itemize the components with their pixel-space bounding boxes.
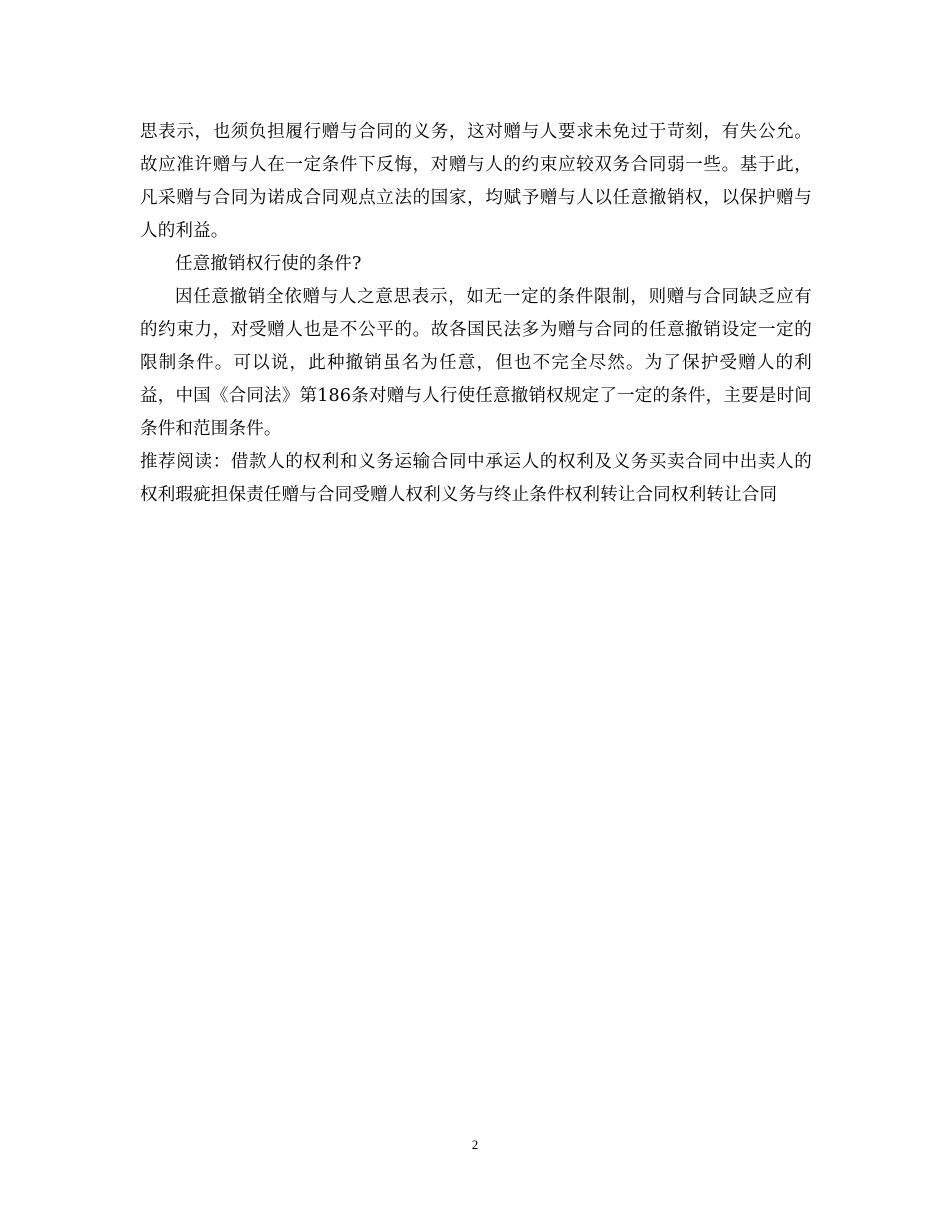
body-paragraph: 因任意撤销全依赠与人之意思表示，如无一定的条件限制，则赠与合同缺乏应有的约束力，对受赠人也是不公平的。故各国民法多为赠与合同的任意撤销设定一定的限制条件。可以说，此种撤销虽名为任意，但也不完全尽然。为了保护受赠人的利益，中国《合同法》第186条对赠与人行使任意撤销权规定了一定的条件，主要是时间条件和范围条件。 [140, 287, 812, 439]
continuation-paragraph: 思表示，也须负担履行赠与合同的义务，这对赠与人要求未免过于苛刻，有失公允。故应准许赠与人在一定条件下反悔，对赠与人的约束应较双务合同弱一些。基于此，凡采赠与合同为诺成合同观点立法的国家，均赋予赠与人以任意撤销权，以保护赠与人的利益。 [140, 122, 812, 241]
document-body [140, 116, 812, 512]
section-heading: 任意撤销权行使的条件? [175, 254, 362, 274]
page-number: 2 [471, 1137, 479, 1152]
recommended-reading-paragraph: 推荐阅读：借款人的权利和义务运输合同中承运人的权利及义务买卖合同中出卖人的权利瑕疵担保责任赠与合同受赠人权利义务与终止条件权利转让合同权利转让合同 [140, 452, 812, 505]
